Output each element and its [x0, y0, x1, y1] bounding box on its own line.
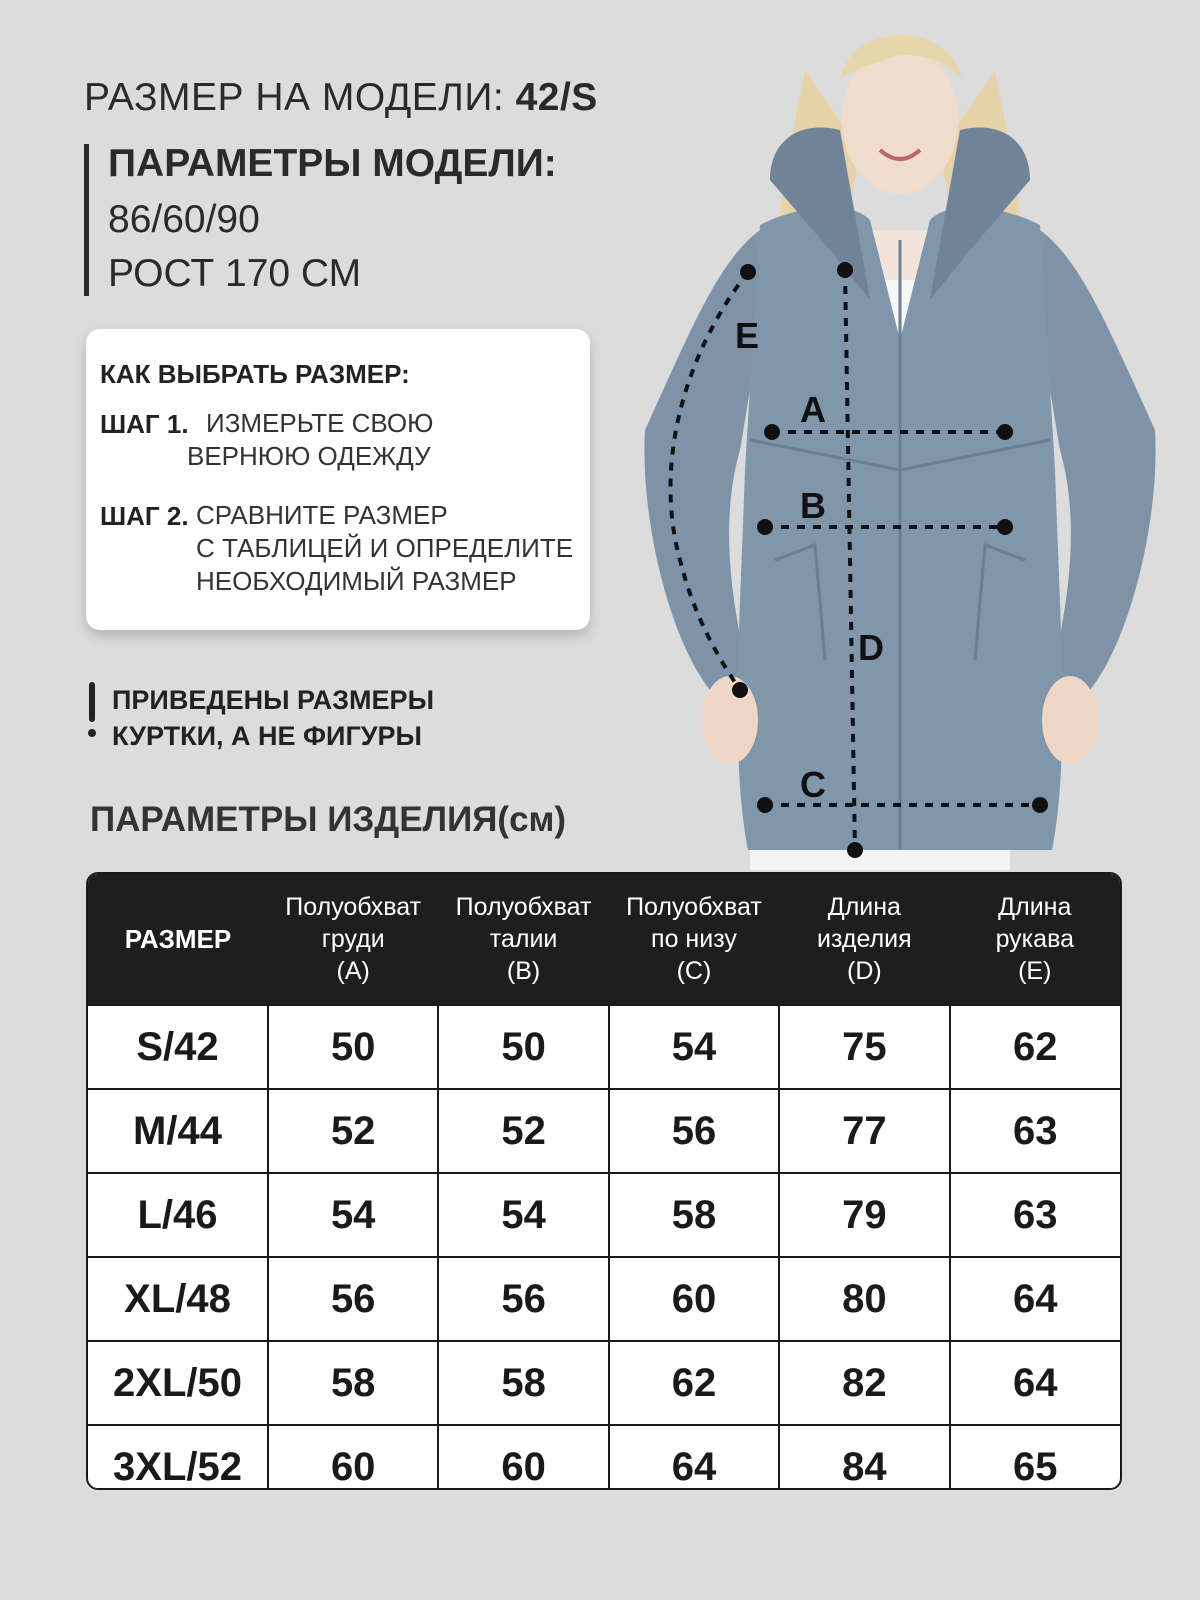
- column-header: [268, 874, 438, 1005]
- table-row: [88, 1005, 1120, 1089]
- column-header: [779, 874, 949, 1005]
- model-measurements: 86/60/90: [108, 198, 260, 241]
- value-cell: 82: [779, 1341, 949, 1425]
- value-cell: 77: [779, 1089, 949, 1173]
- model-params-title: ПАРАМЕТРЫ МОДЕЛИ:: [108, 142, 557, 185]
- model-height: РОСТ 170 СМ: [108, 252, 362, 295]
- value-cell: 79: [779, 1173, 949, 1257]
- value-cell: 60: [609, 1257, 779, 1341]
- product-params-heading-main: ПАРАМЕТРЫ ИЗДЕЛИЯ: [90, 800, 498, 839]
- value-cell: 56: [438, 1257, 608, 1341]
- value-cell: 58: [268, 1341, 438, 1425]
- step1-label: ШАГ 1.: [100, 409, 189, 439]
- column-header: [950, 874, 1120, 1005]
- value-cell: 58: [609, 1173, 779, 1257]
- label-c: C: [800, 764, 826, 805]
- column-header: [438, 874, 608, 1005]
- model-photo: [600, 0, 1200, 870]
- exclamation-icon: [88, 682, 96, 742]
- product-params-heading: [90, 800, 566, 840]
- table-row: [88, 1089, 1120, 1173]
- column-header-line: (B): [506, 957, 541, 985]
- column-header-line: рукава: [995, 925, 1074, 953]
- product-params-heading-unit: (см): [497, 800, 567, 839]
- value-cell: 84: [779, 1425, 949, 1490]
- value-cell: 56: [609, 1089, 779, 1173]
- column-header-line: по низу: [651, 925, 737, 953]
- size-cell: 2XL/50: [88, 1341, 268, 1425]
- model-size-value: 42/S: [515, 76, 598, 119]
- size-cell: L/46: [88, 1173, 268, 1257]
- warning-note: [112, 682, 434, 754]
- label-b: B: [800, 485, 826, 526]
- value-cell: 63: [950, 1089, 1120, 1173]
- table-row: [88, 1341, 1120, 1425]
- value-cell: 75: [779, 1005, 949, 1089]
- value-cell: 62: [609, 1341, 779, 1425]
- step1-line1: ИЗМЕРЬТЕ СВОЮ: [206, 408, 434, 438]
- step2-line1: СРАВНИТЕ РАЗМЕР: [196, 500, 448, 530]
- value-cell: 54: [609, 1005, 779, 1089]
- value-cell: 50: [438, 1005, 608, 1089]
- step2-line2: С ТАБЛИЦЕЙ И ОПРЕДЕЛИТЕ: [196, 533, 574, 563]
- column-header-line: РАЗМЕР: [124, 924, 232, 954]
- step2-line3: НЕОБХОДИМЫЙ РАЗМЕР: [196, 566, 517, 596]
- value-cell: 65: [950, 1425, 1120, 1490]
- value-cell: 56: [268, 1257, 438, 1341]
- right-hand: [1042, 676, 1098, 764]
- value-cell: 63: [950, 1173, 1120, 1257]
- column-header-line: (E): [1018, 957, 1052, 985]
- label-d: D: [858, 627, 884, 668]
- model-size-label: РАЗМЕР НА МОДЕЛИ:: [84, 76, 505, 119]
- column-header-line: груди: [321, 925, 385, 953]
- params-accent-bar: [84, 144, 89, 296]
- column-header-line: Полуобхват: [285, 893, 422, 921]
- how-to-title: КАК ВЫБРАТЬ РАЗМЕР:: [100, 359, 410, 389]
- size-cell: 3XL/52: [88, 1425, 268, 1490]
- label-a: A: [800, 389, 826, 430]
- column-header-line: (C): [676, 957, 712, 985]
- table-row: [88, 1257, 1120, 1341]
- table-header-row: [88, 874, 1120, 1005]
- size-cell: S/42: [88, 1005, 268, 1089]
- value-cell: 62: [950, 1005, 1120, 1089]
- column-header-line: талии: [489, 925, 558, 953]
- warning-line2: КУРТКИ, А НЕ ФИГУРЫ: [112, 721, 422, 751]
- value-cell: 58: [438, 1341, 608, 1425]
- value-cell: 52: [268, 1089, 438, 1173]
- value-cell: 64: [950, 1341, 1120, 1425]
- column-header: [609, 874, 779, 1005]
- step1-line2: ВЕРНЮЮ ОДЕЖДУ: [187, 441, 431, 471]
- column-header-line: (D): [847, 957, 882, 985]
- model-size-line: [84, 76, 598, 120]
- size-table: [86, 872, 1122, 1490]
- size-cell: M/44: [88, 1089, 268, 1173]
- column-header: [88, 874, 268, 1005]
- value-cell: 60: [268, 1425, 438, 1490]
- value-cell: 80: [779, 1257, 949, 1341]
- value-cell: 50: [268, 1005, 438, 1089]
- table-row: [88, 1425, 1120, 1490]
- value-cell: 64: [950, 1257, 1120, 1341]
- column-header-line: изделия: [817, 925, 912, 953]
- table-row: [88, 1173, 1120, 1257]
- column-header-line: Полуобхват: [626, 893, 762, 921]
- step2-label: ШАГ 2.: [100, 501, 189, 531]
- label-e: E: [735, 315, 760, 356]
- value-cell: 64: [609, 1425, 779, 1490]
- column-header-line: Полуобхват: [455, 893, 592, 921]
- value-cell: 54: [268, 1173, 438, 1257]
- value-cell: 60: [438, 1425, 608, 1490]
- column-header-line: Длина: [998, 893, 1072, 921]
- value-cell: 52: [438, 1089, 608, 1173]
- value-cell: 54: [438, 1173, 608, 1257]
- column-header-line: (A): [336, 957, 370, 985]
- warning-line1: ПРИВЕДЕНЫ РАЗМЕРЫ: [112, 685, 434, 715]
- size-cell: XL/48: [88, 1257, 268, 1341]
- column-header-line: Длина: [827, 893, 901, 921]
- how-to-card: [86, 329, 590, 630]
- left-hand: [702, 676, 758, 764]
